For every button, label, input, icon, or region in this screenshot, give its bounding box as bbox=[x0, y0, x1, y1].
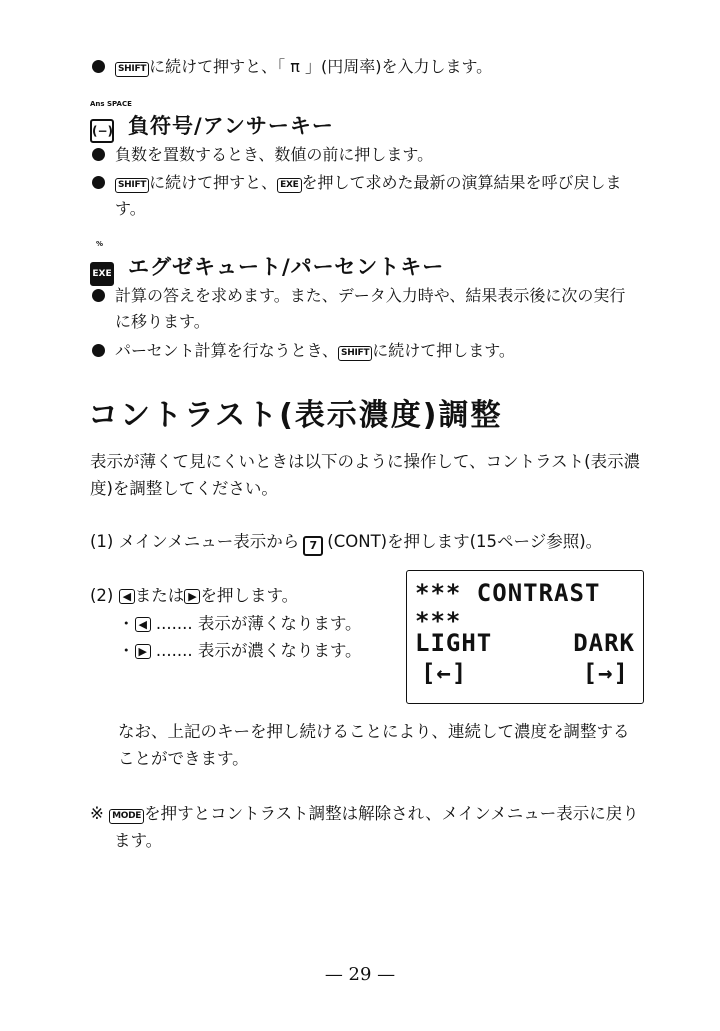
key-7-icon: 7 bbox=[303, 536, 323, 556]
right-arrow-key-icon: ▶ bbox=[184, 589, 200, 604]
bullet-shift-pi bbox=[92, 54, 662, 80]
bullet-text: に続けて押すと、「 π 」(円周率)を入力します。 bbox=[149, 57, 493, 76]
lcd-display bbox=[406, 570, 644, 704]
page-number: — 29 — bbox=[324, 964, 396, 985]
intro-text: 度)を調整してください。 bbox=[90, 479, 278, 498]
exe-section-heading bbox=[90, 251, 444, 286]
negative-key-icon: (−) bbox=[90, 119, 114, 143]
step-text: (2) bbox=[90, 586, 114, 605]
percent-label: % bbox=[96, 240, 104, 248]
bullet-text: 負数を置数するとき、数値の前に押します。 bbox=[115, 145, 434, 164]
bullet-text: パーセント計算を行なうとき、 bbox=[115, 341, 339, 360]
continuous-note bbox=[118, 718, 648, 772]
ans-space-label: Ans SPACE bbox=[90, 100, 132, 108]
shift-key-icon: SHIFT bbox=[338, 346, 372, 361]
bullet-dot: ・ bbox=[118, 614, 135, 633]
contrast-intro bbox=[90, 448, 650, 502]
intro-text: 表示が薄くて見にくいときは以下のように操作して、コントラスト(表示濃 bbox=[90, 452, 641, 471]
bullet-text: に続けて押します。 bbox=[372, 341, 515, 360]
mode-key-icon: MODE bbox=[109, 809, 144, 824]
bullet-dot bbox=[92, 60, 105, 73]
step-2 bbox=[90, 582, 298, 609]
lcd-dark-label: DARK bbox=[573, 629, 635, 657]
left-arrow-key-icon: ◀ bbox=[119, 589, 135, 604]
note-text: ます。 bbox=[114, 831, 163, 850]
contrast-title: コントラスト(表示濃度)調整 bbox=[88, 398, 503, 433]
bullet-text: に移ります。 bbox=[115, 312, 210, 331]
sub-step-text: ....... 表示が薄くなります。 bbox=[155, 614, 362, 633]
bullet-text: に続けて押すと、 bbox=[149, 173, 278, 192]
bullet-text: を押して求めた最新の演算結果を呼び戻しま bbox=[301, 173, 622, 192]
section-heading-text: エグゼキュート/パーセントキー bbox=[128, 255, 445, 279]
step-1 bbox=[90, 528, 602, 556]
neg-bullet-2 bbox=[92, 170, 662, 222]
step-text: (1) メインメニュー表示から bbox=[90, 532, 300, 551]
bullet-dot bbox=[92, 289, 105, 302]
reference-mark: ※ bbox=[90, 804, 104, 823]
step-text: または bbox=[134, 586, 185, 605]
lcd-title: *** CONTRAST *** bbox=[415, 579, 601, 635]
note-text: を押すとコントラスト調整は解除され、メインメニュー表示に戻り bbox=[144, 804, 639, 823]
right-arrow-key-icon: ▶ bbox=[135, 644, 151, 659]
sub-step-darker bbox=[118, 637, 362, 664]
shift-key-icon: SHIFT bbox=[115, 178, 149, 193]
exe-bullet-1 bbox=[92, 283, 662, 335]
exe-bullet-2 bbox=[92, 338, 662, 364]
section-heading-text: 負符号/アンサーキー bbox=[128, 114, 334, 138]
neg-bullet-1 bbox=[92, 142, 662, 168]
sub-step-lighter bbox=[118, 610, 362, 637]
bullet-text: す。 bbox=[115, 199, 146, 218]
left-arrow-key-icon: ◀ bbox=[135, 617, 151, 632]
lcd-left-arrow: [←] bbox=[421, 659, 468, 687]
exe-key-icon: EXE bbox=[90, 262, 114, 286]
bullet-dot bbox=[92, 176, 105, 189]
step-text: を押します。 bbox=[200, 586, 299, 605]
exe-key-icon: EXE bbox=[277, 178, 301, 193]
lcd-right-arrow: [→] bbox=[582, 659, 629, 687]
bullet-dot bbox=[92, 148, 105, 161]
step-text: (CONT)を押します(15ページ参照)。 bbox=[327, 532, 603, 551]
lcd-light-label: LIGHT bbox=[415, 629, 493, 657]
bullet-dot bbox=[92, 344, 105, 357]
sub-step-text: ....... 表示が濃くなります。 bbox=[155, 641, 362, 660]
bullet-dot: ・ bbox=[118, 641, 135, 660]
note-text: ことができます。 bbox=[118, 749, 249, 768]
neg-section-heading bbox=[90, 110, 334, 143]
note-text: なお、上記のキーを押し続けることにより、連続して濃度を調整する bbox=[118, 722, 630, 741]
mode-note bbox=[90, 800, 650, 854]
bullet-text: 計算の答えを求めます。また、データ入力時や、結果表示後に次の実行 bbox=[115, 286, 626, 305]
shift-key-icon: SHIFT bbox=[115, 62, 149, 77]
